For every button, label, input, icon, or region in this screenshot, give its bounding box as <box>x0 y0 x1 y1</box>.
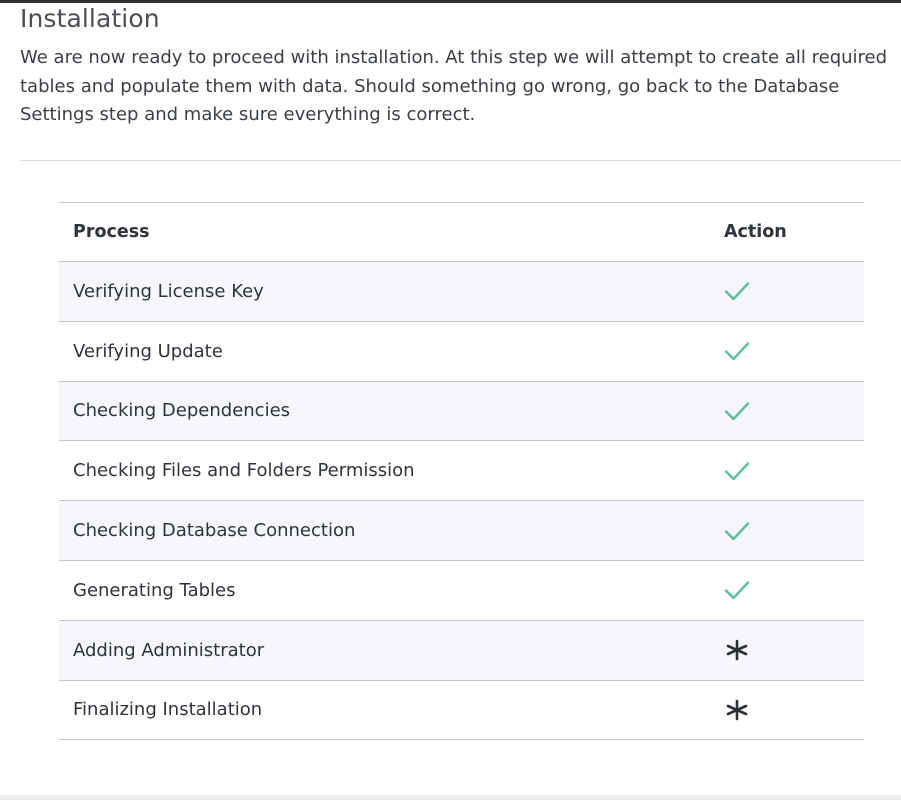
check-icon <box>724 458 750 484</box>
process-name: Checking Files and Folders Permission <box>73 460 415 482</box>
table-row <box>59 322 864 382</box>
process-name: Checking Dependencies <box>73 400 291 422</box>
installation-process-table <box>59 202 864 740</box>
top-border <box>0 0 901 3</box>
check-icon <box>724 518 750 544</box>
bottom-bar <box>0 795 901 800</box>
process-name: Verifying Update <box>73 340 223 362</box>
table-row <box>59 262 864 322</box>
process-column-header: Process <box>73 222 150 242</box>
action-column-header: Action <box>724 222 787 242</box>
page-description: We are now ready to proceed with installation. At this step we will attempt to create all required tables and populate them with data. Should something go wrong, go back to the Database Settings step and make sure everything is correct. <box>20 47 888 125</box>
process-name: Verifying License Key <box>73 280 264 302</box>
process-name: Finalizing Installation <box>73 699 263 721</box>
table-row <box>59 621 864 681</box>
table-row <box>59 382 864 442</box>
check-icon <box>724 577 750 603</box>
table-row <box>59 441 864 501</box>
check-icon <box>724 278 750 304</box>
asterisk-icon <box>724 637 750 663</box>
process-name: Adding Administrator <box>73 639 265 661</box>
page-title: Installation <box>20 4 160 33</box>
process-name: Generating Tables <box>73 579 236 601</box>
section-divider <box>20 160 901 161</box>
check-icon <box>724 338 750 364</box>
asterisk-icon <box>724 697 750 723</box>
table-row <box>59 681 864 741</box>
table-header-row <box>59 203 864 262</box>
table-row <box>59 561 864 621</box>
table-body <box>59 262 864 740</box>
table-row <box>59 501 864 561</box>
check-icon <box>724 398 750 424</box>
process-name: Checking Database Connection <box>73 520 356 542</box>
